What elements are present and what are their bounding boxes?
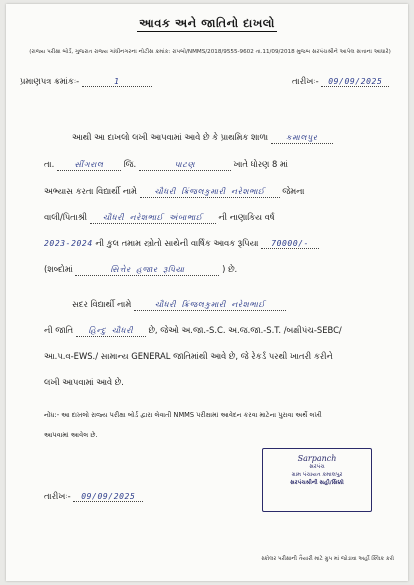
para1-line6: (શબ્દોમાં સિત્તેર હજાર રૂપિયા ) છે. (44, 264, 238, 274)
district-value: પાટણ (139, 160, 231, 171)
document-title: આવક અને જાતિનો દાખલો (139, 16, 275, 30)
header-reference: (રાજ્ય પરીક્ષા બોર્ડ, ગુજરાત રાજ્ય ગાંધીનગરના નોટીસ ક્રમાંક: રાપબો/NMMS/2018/9555-9602 તા.11/09/2018 મુજબ સરપંચશ્રીને આપેલ સત્તાના આધારે) (29, 49, 391, 55)
para1-line3: અભ્યાસ કરતા વિદ્યાર્થી નામે ચૌધરી ક્રિંજલકુમારી નરેશભાઈ જેમના (44, 186, 305, 196)
stamp-panchayat: ગ્રામ પંચાયત કમાલપુર (291, 472, 343, 478)
sarpanch-stamp (262, 448, 372, 512)
year-range-value: 2023-2024 (44, 239, 93, 248)
date-bottom-row: તારીખઃ- 09/09/2025 (44, 491, 408, 502)
para1-line2: તા. સીંગરાલ જિ. પાટણ ખાતે ધોરણ 8 માં (44, 159, 288, 169)
caste-value: હિન્દુ ચૌધરી (76, 326, 146, 337)
para1-line5: 2023-2024 ની કુલ તમામ સ્ત્રોતો સાથેની વાર્ષિક આવક રૂપિયા 70000/- (44, 238, 408, 249)
guardian-name-value: ચૌધરી નરેશભાઈ અંબાભાઈ (90, 213, 216, 224)
date-top-row: તારીખઃ- 09/09/2025 (292, 76, 408, 87)
date-top-value: 09/09/2025 (321, 77, 389, 87)
stamp-title: સરપંચ (309, 464, 325, 470)
certificate-page (6, 4, 408, 581)
cert-number-value: 1 (82, 77, 152, 87)
income-amount-value: 70000/- (261, 239, 319, 249)
footer-link-text[interactable]: સ્કોલર પરીક્ષાની તૈયારી માટે ગ્રુપ માં જોડાવા અહીં ક્લિક કરો (261, 556, 394, 562)
para1-line1: આથી આ દાખલો લખી આપવામાં આવે છે કે પ્રાથમિક શાળા કમાલપુર (72, 132, 408, 144)
sarpanch-signature: Sarpanch (297, 454, 337, 463)
cert-number-row: પ્રમાણપત્ર ક્રમાંકઃ- 1 (20, 76, 408, 87)
para1-line4: વાલી/પિતાશ્રી ચૌધરી નરેશભાઈ અંબાભાઈ ની નાણાકિય વર્ષ (44, 212, 275, 222)
school-value: કમાલપુર (271, 133, 333, 144)
taluka-value: સીંગરાલ (57, 160, 121, 171)
student-name2-value: ચૌધરી ક્રિંજલકુમારી નરેશભાઈ (134, 300, 286, 311)
income-words-value: સિત્તેર હજાર રૂપિયા (75, 265, 219, 276)
para2-line3: આ.પ.વ-EWS./ સામાન્ય GENERAL જાતિમાંથી આવે છે, જે રેકર્ડ પરથી ખાતરી કરીને (44, 351, 333, 361)
note-line1: નોંધ:- આ દાખલો રાજ્ય પરીક્ષા બોર્ડ દ્વારા લેવાતી NMMS પરીક્ષામાં આવેદન કરવા માટેના પુરાવા અર્થે લખી (44, 411, 322, 419)
stamp-caption: સરપંચશ્રીની સહી/સિક્કો (290, 480, 344, 486)
date-bottom-value: 09/09/2025 (73, 492, 143, 502)
para2-line1: સદર વિદ્યાર્થી નામે ચૌધરી ક્રિંજલકુમારી નરેશભાઈ (72, 299, 408, 311)
para2-line4: લખી આપવામાં આવે છે. (44, 377, 124, 387)
student-name-value: ચૌધરી ક્રિંજલકુમારી નરેશભાઈ (140, 187, 280, 198)
note-line2: આપવામાં આવેલ છે. (44, 431, 98, 439)
para2-line2: ની જાતિ હિન્દુ ચૌધરી છે, જેઓ અ.જા.-S.C. અ.જ.જા.-S.T. /બક્ષીપંચ-SEBC/ (44, 325, 342, 335)
